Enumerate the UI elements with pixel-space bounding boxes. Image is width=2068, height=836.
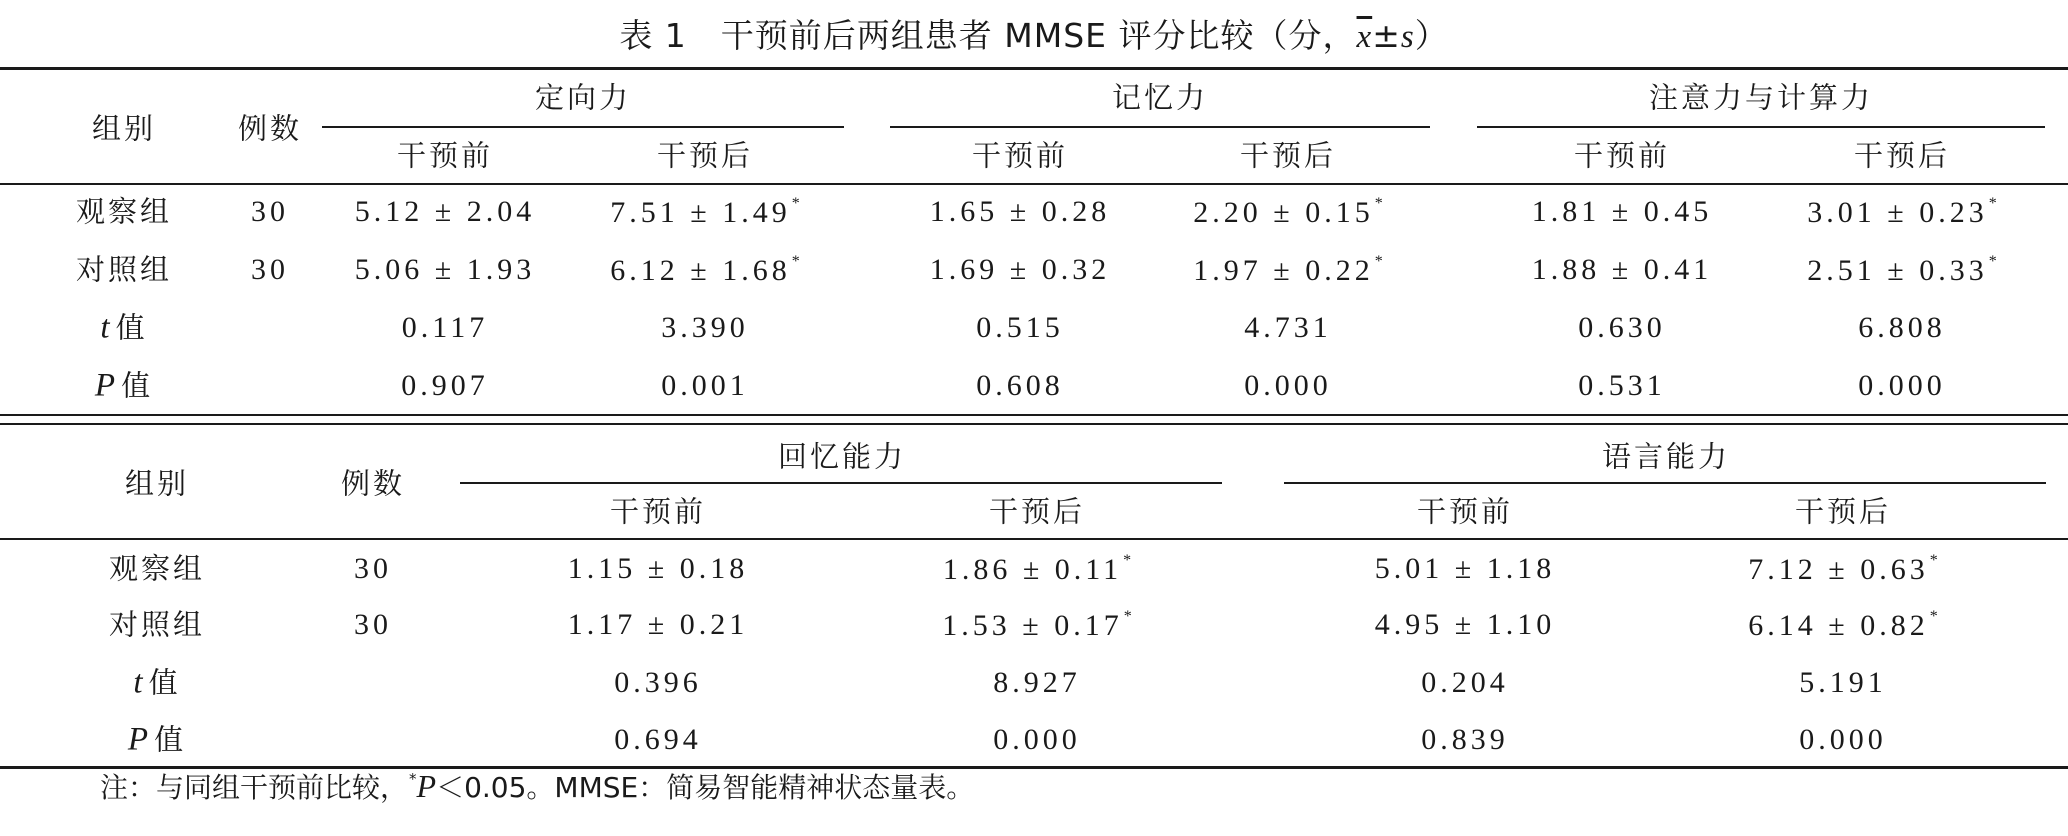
subheader-after-text: 干预后: [988, 494, 1086, 529]
data-cell: [1375, 554, 1555, 584]
t-value-cell-text: 8.927: [993, 666, 1081, 699]
subheader-after-text: 干预后: [1794, 494, 1892, 529]
t-value-cell-text: 0.204: [1421, 666, 1509, 699]
header-cases-text: 例数: [340, 466, 406, 501]
table-top-rule: [0, 67, 2068, 70]
row-t-value-label-suffix: 值: [115, 310, 148, 345]
table-title-pm: ±: [1372, 16, 1401, 55]
data-cell: [930, 197, 1110, 227]
row-group-label-text: 观察组: [108, 551, 206, 586]
row-cases-text: 30: [354, 552, 392, 585]
data-cell-text: 5.06 ± 1.93: [354, 253, 536, 286]
part-separator-rule-1: [0, 414, 2068, 416]
data-cell-text: 1.17 ± 0.21: [567, 608, 749, 641]
row-p-value-label-suffix: 值: [121, 368, 154, 403]
row-group-label: [75, 194, 173, 229]
data-cell: [1748, 609, 1937, 641]
p-value-cell: [401, 371, 489, 401]
data-cell: [943, 553, 1131, 585]
data-cell: [1748, 553, 1937, 585]
header-group-text: 组别: [124, 466, 190, 501]
data-cell-text: 1.15 ± 0.18: [567, 552, 749, 585]
row-cases-text: 30: [251, 195, 289, 228]
row-p-value-label: [127, 721, 187, 758]
data-cell: [610, 196, 799, 228]
data-cell-text: 7.12 ± 0.63: [1748, 553, 1929, 586]
row-t-value-label-symbol: t: [133, 664, 143, 701]
category-header-text: 语言能力: [1601, 439, 1731, 474]
row-cases-text: 30: [251, 253, 289, 286]
subheader-before: [1416, 494, 1514, 529]
category-header-text: 回忆能力: [777, 439, 907, 474]
data-cell-text: 2.51 ± 0.33: [1807, 254, 1988, 287]
p-value-cell-text: 0.000: [1858, 369, 1946, 402]
header-group-text: 组别: [91, 111, 157, 146]
significance-mark: *: [791, 195, 800, 212]
category-header: [777, 439, 907, 474]
subheader-after: [656, 138, 754, 173]
row-group-label: [75, 252, 173, 287]
category-underline: [1477, 126, 2045, 128]
t-value-cell-text: 4.731: [1244, 311, 1332, 344]
table-title-sd-symbol: s: [1400, 19, 1415, 55]
footnote-prefix: 注：与同组干预前比较，: [100, 771, 409, 804]
row-group-label-text: 观察组: [75, 194, 173, 229]
t-value-cell-text: 0.396: [614, 666, 702, 699]
data-cell: [610, 254, 799, 286]
part1-header-rule: [0, 183, 2068, 185]
header-cases: [237, 111, 303, 146]
data-cell: [568, 554, 748, 584]
significance-mark: *: [791, 253, 800, 270]
row-p-value-label-symbol: P: [94, 367, 116, 404]
category-underline: [890, 126, 1430, 128]
p-value-cell: [1578, 371, 1666, 401]
t-value-cell: [976, 313, 1064, 343]
row-t-value-label: [100, 309, 148, 346]
table-footnote: [100, 766, 974, 806]
data-cell-text: 1.53 ± 0.17: [942, 609, 1123, 642]
t-value-cell-text: 5.191: [1799, 666, 1887, 699]
subheader-before-text: 干预前: [971, 138, 1069, 173]
data-cell-text: 5.01 ± 1.18: [1374, 552, 1556, 585]
data-cell-text: 1.88 ± 0.41: [1531, 253, 1713, 286]
row-cases-text: 30: [354, 608, 392, 641]
table-title-suffix: ）: [1414, 16, 1449, 55]
data-cell-text: 1.81 ± 0.45: [1531, 195, 1713, 228]
header-cases: [340, 466, 406, 501]
header-cases-text: 例数: [237, 111, 303, 146]
p-value-cell: [976, 371, 1064, 401]
data-cell: [1807, 254, 1996, 286]
row-cases: [251, 197, 289, 227]
data-cell: [1193, 196, 1382, 228]
significance-mark: *: [1988, 253, 1997, 270]
p-value-cell: [1858, 371, 1946, 401]
data-cell: [1375, 610, 1555, 640]
t-value-cell: [661, 313, 749, 343]
subheader-after-text: 干预后: [656, 138, 754, 173]
subheader-before: [971, 138, 1069, 173]
data-cell: [1807, 196, 1996, 228]
data-cell-text: 1.65 ± 0.28: [929, 195, 1111, 228]
row-cases: [354, 554, 392, 584]
p-value-cell-text: 0.000: [993, 723, 1081, 756]
row-t-value-label-suffix: 值: [148, 665, 181, 700]
significance-mark: *: [1374, 253, 1383, 270]
category-header: [1111, 80, 1209, 115]
t-value-cell: [1799, 668, 1887, 698]
row-cases: [354, 610, 392, 640]
data-cell: [568, 610, 748, 640]
subheader-before: [396, 138, 494, 173]
table-title-text: 表 1 干预前后两组患者 MMSE 评分比较（分，: [619, 16, 1357, 55]
category-header: [1601, 439, 1731, 474]
t-value-cell: [1421, 668, 1509, 698]
p-value-cell: [1421, 725, 1509, 755]
footnote-mark: *: [409, 770, 417, 788]
p-value-cell: [614, 725, 702, 755]
t-value-cell: [614, 668, 702, 698]
row-p-value-label-suffix: 值: [154, 722, 187, 757]
data-cell-text: 1.69 ± 0.32: [929, 253, 1111, 286]
subheader-after-text: 干预后: [1853, 138, 1951, 173]
data-cell-text: 6.12 ± 1.68: [610, 254, 791, 287]
row-p-value-label-symbol: P: [127, 721, 149, 758]
p-value-cell-text: 0.839: [1421, 723, 1509, 756]
subheader-after-text: 干预后: [1239, 138, 1337, 173]
subheader-before: [1573, 138, 1671, 173]
footnote-condition: ＜0.05。MMSE：简易智能精神状态量表。: [436, 771, 975, 804]
p-value-cell-text: 0.907: [401, 369, 489, 402]
row-group-label-text: 对照组: [75, 252, 173, 287]
header-group: [124, 466, 190, 501]
subheader-before-text: 干预前: [609, 494, 707, 529]
header-group: [91, 111, 157, 146]
subheader-after: [988, 494, 1086, 529]
subheader-before: [609, 494, 707, 529]
data-cell: [942, 609, 1131, 641]
p-value-cell-text: 0.001: [661, 369, 749, 402]
p-value-cell: [993, 725, 1081, 755]
category-underline: [322, 126, 844, 128]
t-value-cell-text: 6.808: [1858, 311, 1946, 344]
t-value-cell: [402, 313, 488, 343]
category-underline: [1284, 482, 2046, 484]
t-value-cell: [993, 668, 1081, 698]
t-value-cell-text: 0.515: [976, 311, 1064, 344]
t-value-cell: [1578, 313, 1666, 343]
p-value-cell-text: 0.000: [1799, 723, 1887, 756]
part-separator-rule-2: [0, 423, 2068, 425]
row-group-label: [108, 607, 206, 642]
data-cell: [930, 255, 1110, 285]
t-value-cell: [1858, 313, 1946, 343]
subheader-before-text: 干预前: [396, 138, 494, 173]
p-value-cell: [661, 371, 749, 401]
data-cell-text: 5.12 ± 2.04: [354, 195, 536, 228]
data-cell: [1193, 254, 1382, 286]
subheader-before-text: 干预前: [1573, 138, 1671, 173]
t-value-cell-text: 0.630: [1578, 311, 1666, 344]
significance-mark: *: [1929, 552, 1938, 569]
category-underline: [460, 482, 1222, 484]
p-value-cell: [1799, 725, 1887, 755]
data-cell-text: 1.97 ± 0.22: [1193, 254, 1374, 287]
significance-mark: *: [1988, 195, 1997, 212]
t-value-cell-text: 3.390: [661, 311, 749, 344]
category-header: [1648, 80, 1874, 115]
data-cell-text: 3.01 ± 0.23: [1807, 196, 1988, 229]
t-value-cell: [1244, 313, 1332, 343]
data-cell-text: 1.86 ± 0.11: [942, 553, 1123, 586]
p-value-cell: [1244, 371, 1332, 401]
category-header-text: 注意力与计算力: [1648, 80, 1874, 115]
row-t-value-label-symbol: t: [100, 309, 110, 346]
p-value-cell-text: 0.531: [1578, 369, 1666, 402]
data-cell-text: 6.14 ± 0.82: [1748, 609, 1929, 642]
significance-mark: *: [1929, 608, 1938, 625]
data-cell: [355, 255, 535, 285]
p-value-cell-text: 0.000: [1244, 369, 1332, 402]
table-title-mean-symbol: $\overline{x}$: [1356, 19, 1373, 55]
category-header-text: 定向力: [534, 80, 632, 115]
row-cases: [251, 255, 289, 285]
row-group-label: [108, 551, 206, 586]
data-cell: [355, 197, 535, 227]
significance-mark: *: [1374, 195, 1383, 212]
data-cell: [1532, 197, 1712, 227]
p-value-cell-text: 0.694: [614, 723, 702, 756]
p-value-cell-text: 0.608: [976, 369, 1064, 402]
subheader-after: [1794, 494, 1892, 529]
footnote-p-symbol: P: [416, 768, 437, 804]
category-header: [534, 80, 632, 115]
t-value-cell-text: 0.117: [401, 311, 489, 344]
data-cell-text: 7.51 ± 1.49: [610, 196, 791, 229]
data-cell-text: 2.20 ± 0.15: [1193, 196, 1374, 229]
subheader-after: [1239, 138, 1337, 173]
category-header-text: 记忆力: [1111, 80, 1209, 115]
part2-header-rule: [0, 538, 2068, 540]
significance-mark: *: [1123, 608, 1132, 625]
significance-mark: *: [1123, 552, 1132, 569]
data-cell-text: 4.95 ± 1.10: [1374, 608, 1556, 641]
row-p-value-label: [94, 367, 154, 404]
row-t-value-label: [133, 664, 181, 701]
row-group-label-text: 对照组: [108, 607, 206, 642]
table-title: [0, 10, 2068, 57]
subheader-before-text: 干预前: [1416, 494, 1514, 529]
data-cell: [1532, 255, 1712, 285]
subheader-after: [1853, 138, 1951, 173]
